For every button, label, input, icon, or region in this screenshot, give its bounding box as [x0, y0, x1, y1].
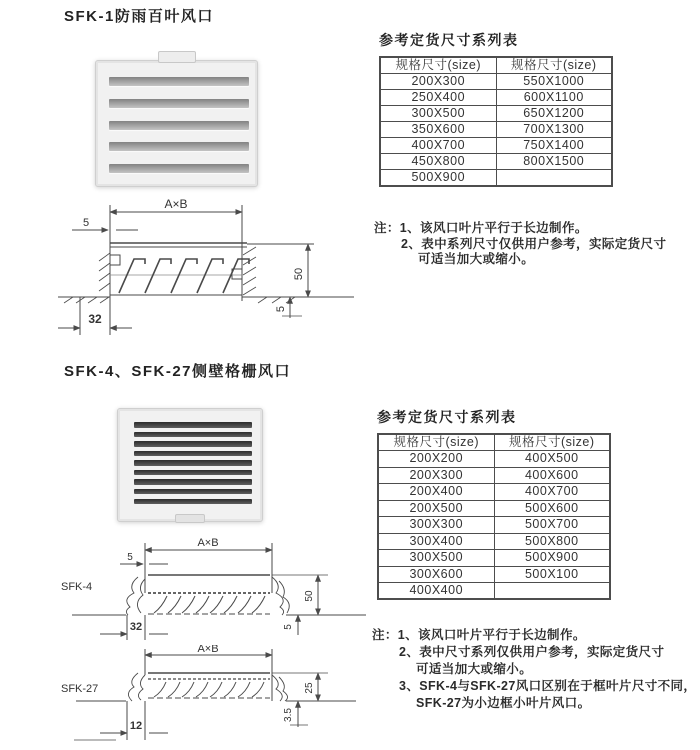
size-cell: 200X300 — [380, 74, 496, 90]
louver-slat — [134, 460, 252, 466]
louver-slats — [109, 77, 249, 173]
size-cell: 600X1100 — [496, 90, 612, 106]
size-cell: 700X1300 — [496, 122, 612, 138]
note-line: 注：1、该风口叶片平行于长边制作。 — [372, 628, 586, 642]
size-cell: 500X900 — [380, 170, 496, 187]
dim-label-axb: A×B — [197, 537, 219, 549]
photo-top-tab — [158, 51, 196, 63]
grille-slats — [134, 422, 252, 504]
louver-slat — [109, 99, 249, 108]
louver-slat — [134, 451, 252, 457]
column-header: 规格尺寸(size) — [380, 57, 496, 74]
size-cell: 200X300 — [378, 467, 494, 484]
size-cell: 400X700 — [494, 484, 610, 501]
size-cell: 500X800 — [494, 533, 610, 550]
table-row — [380, 90, 612, 106]
size-cell: 400X600 — [494, 467, 610, 484]
table-row — [380, 138, 612, 154]
dim-label-axb: A×B — [197, 645, 219, 655]
section1-size-table-block — [379, 30, 613, 187]
size-cell: 500X100 — [494, 566, 610, 583]
table-row — [380, 74, 612, 90]
size-cell: 300X600 — [378, 566, 494, 583]
section2-title: SFK-4、SFK-27侧壁格栅风口 — [64, 363, 292, 380]
dim-label-axb: A×B — [164, 197, 188, 211]
dim-label-height-50: 50 — [293, 267, 305, 281]
size-cell: 400X500 — [494, 451, 610, 468]
drawing-label-sfk4: SFK-4 — [61, 581, 93, 593]
dim-label-height-25: 25 — [304, 682, 315, 694]
section1-title: SFK-1防雨百叶风口 — [64, 8, 214, 25]
sfk4-section-drawing — [56, 537, 376, 645]
note-line: 可适当加大或缩小。 — [416, 662, 533, 676]
dim-label-depth-32: 32 — [88, 312, 102, 326]
dim-label-lip-5: 5 — [275, 305, 287, 313]
dim-label-depth-12: 12 — [129, 720, 143, 732]
table-row — [378, 550, 610, 567]
size-cell: 500X900 — [494, 550, 610, 567]
dim-label-edge-5: 5 — [127, 552, 133, 563]
size-cell: 500X700 — [494, 517, 610, 534]
size-table — [379, 56, 613, 187]
size-cell: 400X400 — [378, 583, 494, 600]
sfk1-product-photo — [95, 60, 258, 187]
note-line: 可适当加大或缩小。 — [418, 252, 535, 266]
size-cell: 250X400 — [380, 90, 496, 106]
louver-slat — [134, 499, 252, 505]
table-row — [378, 583, 610, 600]
size-cell: 400X700 — [380, 138, 496, 154]
louver-slat — [109, 77, 249, 86]
size-cell: 200X200 — [378, 451, 494, 468]
size-cell — [496, 170, 612, 187]
column-header: 规格尺寸(size) — [496, 57, 612, 74]
size-cell: 450X800 — [380, 154, 496, 170]
table-row — [380, 154, 612, 170]
size-cell: 300X300 — [378, 517, 494, 534]
dim-label-depth-32: 32 — [129, 621, 143, 633]
column-header: 规格尺寸(size) — [494, 434, 610, 451]
size-cell: 800X1500 — [496, 154, 612, 170]
table-row — [378, 517, 610, 534]
table-row — [380, 122, 612, 138]
note-line: 注：1、该风口叶片平行于长边制作。 — [374, 221, 588, 235]
size-cell: 300X500 — [378, 550, 494, 567]
size-cell: 350X600 — [380, 122, 496, 138]
dim-label-height-50: 50 — [304, 590, 315, 602]
louver-slat — [134, 441, 252, 447]
table-row — [378, 484, 610, 501]
louver-slat — [134, 479, 252, 485]
section2-size-table-block — [377, 407, 611, 600]
size-cell: 200X400 — [378, 484, 494, 501]
dim-label-edge-5: 5 — [82, 217, 90, 229]
size-cell: 200X500 — [378, 500, 494, 517]
size-cell: 300X400 — [378, 533, 494, 550]
section1-notes — [374, 221, 684, 268]
louver-slat — [134, 489, 252, 495]
size-cell: 750X1400 — [496, 138, 612, 154]
photo-bottom-tab — [175, 514, 205, 523]
sfk27-section-drawing — [56, 645, 376, 750]
table-row — [378, 451, 610, 468]
size-table — [377, 433, 611, 600]
size-cell — [494, 583, 610, 600]
sfk1-section-drawing — [56, 197, 366, 349]
table-title: 参考定货尺寸系列表 — [377, 409, 517, 425]
table-title: 参考定货尺寸系列表 — [379, 32, 519, 48]
table-row — [378, 500, 610, 517]
size-cell: 300X500 — [380, 106, 496, 122]
sfk4-product-photo — [117, 408, 263, 522]
drawing-label-sfk27: SFK-27 — [61, 683, 99, 695]
louver-slat — [109, 142, 249, 151]
table-row — [378, 467, 610, 484]
size-cell: 650X1200 — [496, 106, 612, 122]
column-header: 规格尺寸(size) — [378, 434, 494, 451]
dim-label-lip-35: 3.5 — [283, 708, 294, 722]
note-line: SFK-27为小边框小叶片风口。 — [416, 696, 591, 710]
size-cell: 550X1000 — [496, 74, 612, 90]
table-row — [378, 533, 610, 550]
section2-notes — [372, 627, 697, 712]
note-line: 2、表中尺寸系列仅供用户参考，实际定货尺寸 — [399, 645, 665, 659]
note-line: 3、SFK-4与SFK-27风口区别在于框叶片尺寸不同， — [399, 679, 697, 693]
louver-slat — [134, 470, 252, 476]
louver-slat — [134, 432, 252, 438]
dim-label-lip-5: 5 — [283, 624, 294, 630]
table-row — [380, 106, 612, 122]
note-line: 2、表中系列尺寸仅供用户参考，实际定货尺寸 — [401, 236, 667, 251]
table-row — [378, 566, 610, 583]
louver-slat — [109, 121, 249, 130]
louver-slat — [109, 164, 249, 173]
size-cell: 500X600 — [494, 500, 610, 517]
table-row — [380, 170, 612, 187]
louver-slat — [134, 422, 252, 428]
